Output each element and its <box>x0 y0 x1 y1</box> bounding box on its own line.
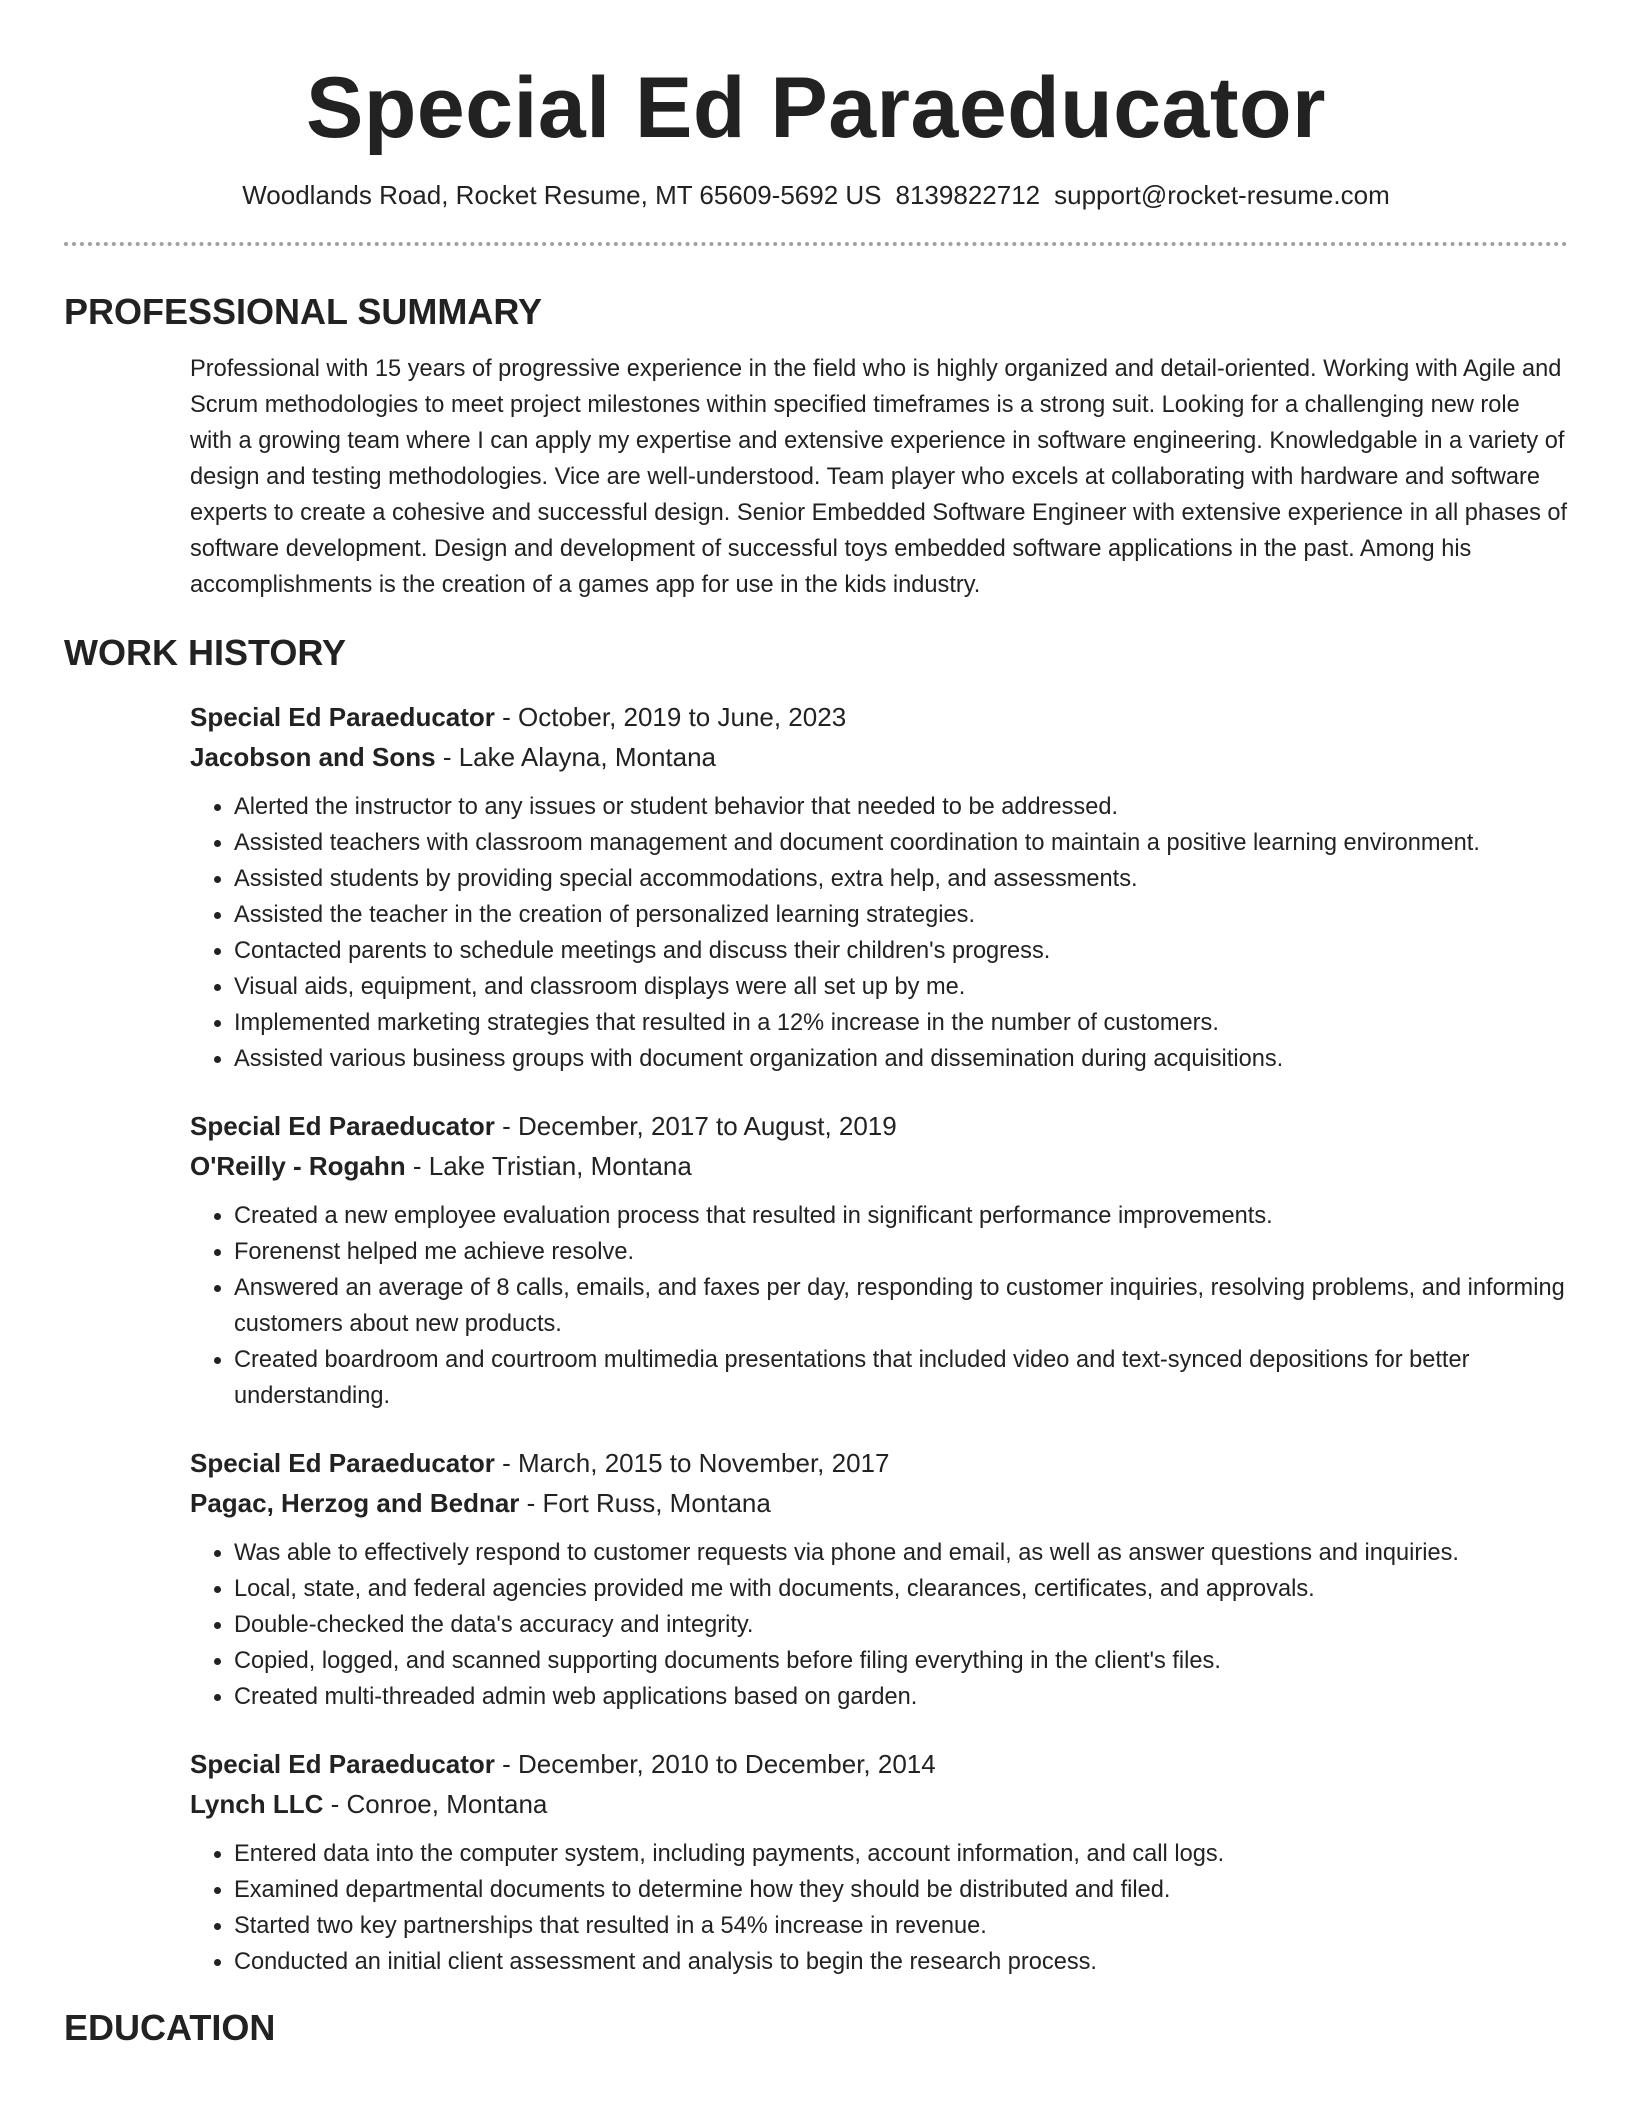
job-company: Jacobson and Sons <box>190 742 436 772</box>
summary-text: Professional with 15 years of progressive experience in the field who is highly organized and detail-oriented. Working with Agile and Scrum methodologies to meet project milestones within specified timeframes is a strong suit. Looking for a challenging new role with a growing team where I can apply my expertise and extensive experience in software engineering. Knowledgable in a variety of design and testing methodologies. Vice are well-understood. Team player who excels at collaborating with hardware and software experts to create a cohesive and successful design. Senior Embedded Software Engineer with extensive experience in all phases of software development. Design and development of successful toys embedded software applications in the past. Among his accomplishments is the creation of a games app for use in the kids industry. <box>190 356 1568 598</box>
job-company-line <box>190 1146 1568 1186</box>
contact-address: Woodlands Road, Rocket Resume, MT 65609-5692 US <box>242 180 882 210</box>
job-role: Special Ed Paraeducator <box>190 702 495 732</box>
job-bullet: • Assisted students by providing special accommodations, extra help, and assessments. <box>234 861 1568 897</box>
job-company: Pagac, Herzog and Bednar <box>190 1488 520 1518</box>
job-bullet: • Assisted the teacher in the creation of personalized learning strategies. <box>234 897 1568 933</box>
job-title-line <box>190 1744 1568 1784</box>
job-bullets <box>190 1198 1568 1414</box>
resume-page <box>64 0 1568 2050</box>
job-bullet: • Assisted teachers with classroom management and document coordination to maintain a positive learning environment. <box>234 825 1568 861</box>
job-dates: - December, 2017 to August, 2019 <box>494 1111 897 1141</box>
work-history-heading: WORK HISTORY <box>64 632 347 673</box>
job-dates: - October, 2019 to June, 2023 <box>494 702 847 732</box>
job-location: - Lake Tristian, Montana <box>405 1151 692 1181</box>
job-company-line <box>190 737 1568 777</box>
job-location: - Lake Alayna, Montana <box>435 742 717 772</box>
job-bullet: • Contacted parents to schedule meetings and discuss their children's progress. <box>234 933 1568 969</box>
job-location: - Conroe, Montana <box>323 1789 548 1819</box>
job-bullet: • Entered data into the computer system, including payments, account information, and call logs. <box>234 1836 1568 1872</box>
job-bullet: • Created multi-threaded admin web applications based on garden. <box>234 1679 1568 1715</box>
job-company: O'Reilly - Rogahn <box>190 1151 406 1181</box>
job-dates: - March, 2015 to November, 2017 <box>494 1448 890 1478</box>
contact-email: support@rocket-resume.com <box>1054 180 1390 210</box>
job-location: - Fort Russ, Montana <box>519 1488 771 1518</box>
summary-heading: PROFESSIONAL SUMMARY <box>64 291 543 332</box>
job-role: Special Ed Paraeducator <box>190 1111 495 1141</box>
job-title-line <box>190 697 1568 737</box>
job-bullet: • Forenenst helped me achieve resolve. <box>234 1234 1568 1270</box>
job-bullet: • Examined departmental documents to determine how they should be distributed and filed. <box>234 1872 1568 1908</box>
job-bullet: • Answered an average of 8 calls, emails, and faxes per day, responding to customer inquiries, resolving problems, and informing customers about new products. <box>234 1270 1568 1342</box>
job-bullet: • Created a new employee evaluation process that resulted in significant performance improvements. <box>234 1198 1568 1234</box>
work-history-list <box>190 697 1568 1980</box>
job-bullet: • Copied, logged, and scanned supporting documents before filing everything in the client's files. <box>234 1643 1568 1679</box>
job-company-line <box>190 1483 1568 1523</box>
job-bullets <box>190 1535 1568 1715</box>
job-bullet: • Started two key partnerships that resulted in a 54% increase in revenue. <box>234 1908 1568 1944</box>
job-bullet: • Implemented marketing strategies that resulted in a 12% increase in the number of customers. <box>234 1005 1568 1041</box>
education-heading: EDUCATION <box>64 2007 276 2048</box>
job-role: Special Ed Paraeducator <box>190 1448 495 1478</box>
header-divider <box>64 242 1568 246</box>
job-role: Special Ed Paraeducator <box>190 1749 495 1779</box>
job-bullet: • Double-checked the data's accuracy and integrity. <box>234 1607 1568 1643</box>
job-entry <box>190 697 1568 1077</box>
job-bullet: • Was able to effectively respond to customer requests via phone and email, as well as answer questions and inquiries. <box>234 1535 1568 1571</box>
job-bullet: • Local, state, and federal agencies provided me with documents, clearances, certificates, and approvals. <box>234 1571 1568 1607</box>
job-title-line <box>190 1443 1568 1483</box>
job-bullet: • Alerted the instructor to any issues or student behavior that needed to be addressed. <box>234 789 1568 825</box>
job-bullets <box>190 789 1568 1077</box>
job-bullets <box>190 1836 1568 1980</box>
resume-name: Special Ed Paraeducator <box>305 60 1327 156</box>
job-dates: - December, 2010 to December, 2014 <box>494 1749 936 1779</box>
job-title-line <box>190 1106 1568 1146</box>
job-bullet: • Assisted various business groups with document organization and dissemination during acquisitions. <box>234 1041 1568 1077</box>
job-company: Lynch LLC <box>190 1789 324 1819</box>
job-bullet: • Created boardroom and courtroom multimedia presentations that included video and text-synced depositions for better understanding. <box>234 1342 1568 1414</box>
job-bullet: • Visual aids, equipment, and classroom displays were all set up by me. <box>234 969 1568 1005</box>
job-entry <box>190 1443 1568 1715</box>
job-company-line <box>190 1784 1568 1824</box>
job-entry <box>190 1744 1568 1980</box>
job-entry <box>190 1106 1568 1414</box>
job-bullet: • Conducted an initial client assessment and analysis to begin the research process. <box>234 1944 1568 1980</box>
contact-line <box>64 178 1568 212</box>
contact-phone: 8139822712 <box>895 180 1041 210</box>
